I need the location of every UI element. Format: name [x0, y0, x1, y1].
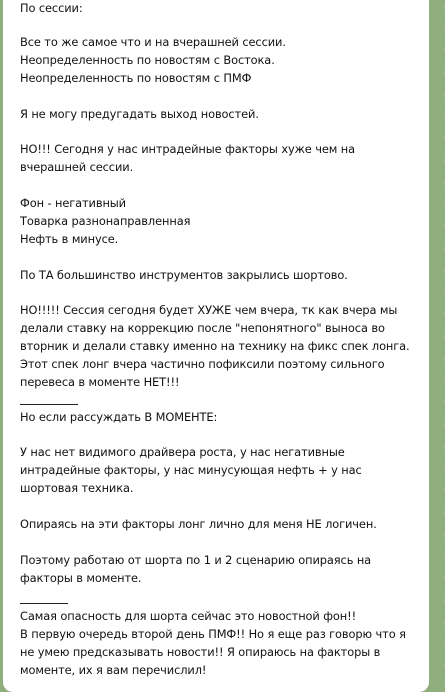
message-line: Неопределенность по новостям с Востока.	[20, 53, 275, 67]
message-bubble[interactable]	[3, 0, 429, 692]
message-line: НО!!!!! Сессия сегодня будет ХУЖЕ чем вчера, тк как вчера мы	[20, 303, 398, 317]
message-line: Этот спек лонг вчера частично пофиксили поэтому сильного	[20, 357, 385, 371]
message-line: шортовая техника.	[20, 481, 134, 495]
message-line: Поэтому работаю от шорта по 1 и 2 сценарию опираясь на	[20, 553, 372, 567]
message-line: Но если рассуждать В МОМЕНТЕ:	[20, 410, 218, 424]
message-line: интрадейные факторы, у нас минусующая нефть + у нас	[20, 463, 362, 477]
message-line: По сессии:	[20, 1, 83, 15]
message-line: перевеса в моменте НЕТ!!!	[20, 375, 180, 389]
message-line: Неопределенность по новостям с ПМФ	[20, 71, 252, 85]
message-line: вторник и делали ставку именно на технику на фикс спек лонга.	[20, 339, 410, 353]
message-line: Товарка разнонаправленная	[20, 214, 191, 228]
message-line: Все то же самое что и на вчерашней сессии.	[20, 35, 286, 49]
message-line: моменте, их я вам перечислил!	[20, 663, 207, 677]
message-line: Самая опасность для шорта сейчас это новостной фон!!	[20, 609, 357, 623]
message-line: не умею предсказывать новости!! Я опираюсь на факторы в	[20, 645, 381, 659]
message-line: факторы в моменте.	[20, 571, 142, 585]
message-line: НО!!! Сегодня у нас интрадейные факторы хуже чем на	[20, 142, 355, 156]
message-line: вчерашней сессии.	[20, 160, 134, 174]
message-line: делали ставку на коррекцию после "непонятного" выноса во	[20, 321, 385, 335]
message-line: Я не могу предугадать выход новостей.	[20, 107, 259, 121]
message-line: Нефть в минусе.	[20, 232, 119, 246]
message-line: В первую очередь второй день ПМФ!! Но я еще раз говорю что я	[20, 627, 406, 641]
message-line: Фон - негативный	[20, 196, 126, 210]
separator-line	[20, 603, 68, 604]
message-line: У нас нет видимого драйвера роста, у нас негативные	[20, 445, 345, 459]
message-line: Опираясь на эти факторы лонг лично для меня НЕ логичен.	[20, 517, 377, 531]
message-line: По ТА большинство инструментов закрылись шортово.	[20, 268, 348, 282]
separator-line	[20, 404, 78, 405]
